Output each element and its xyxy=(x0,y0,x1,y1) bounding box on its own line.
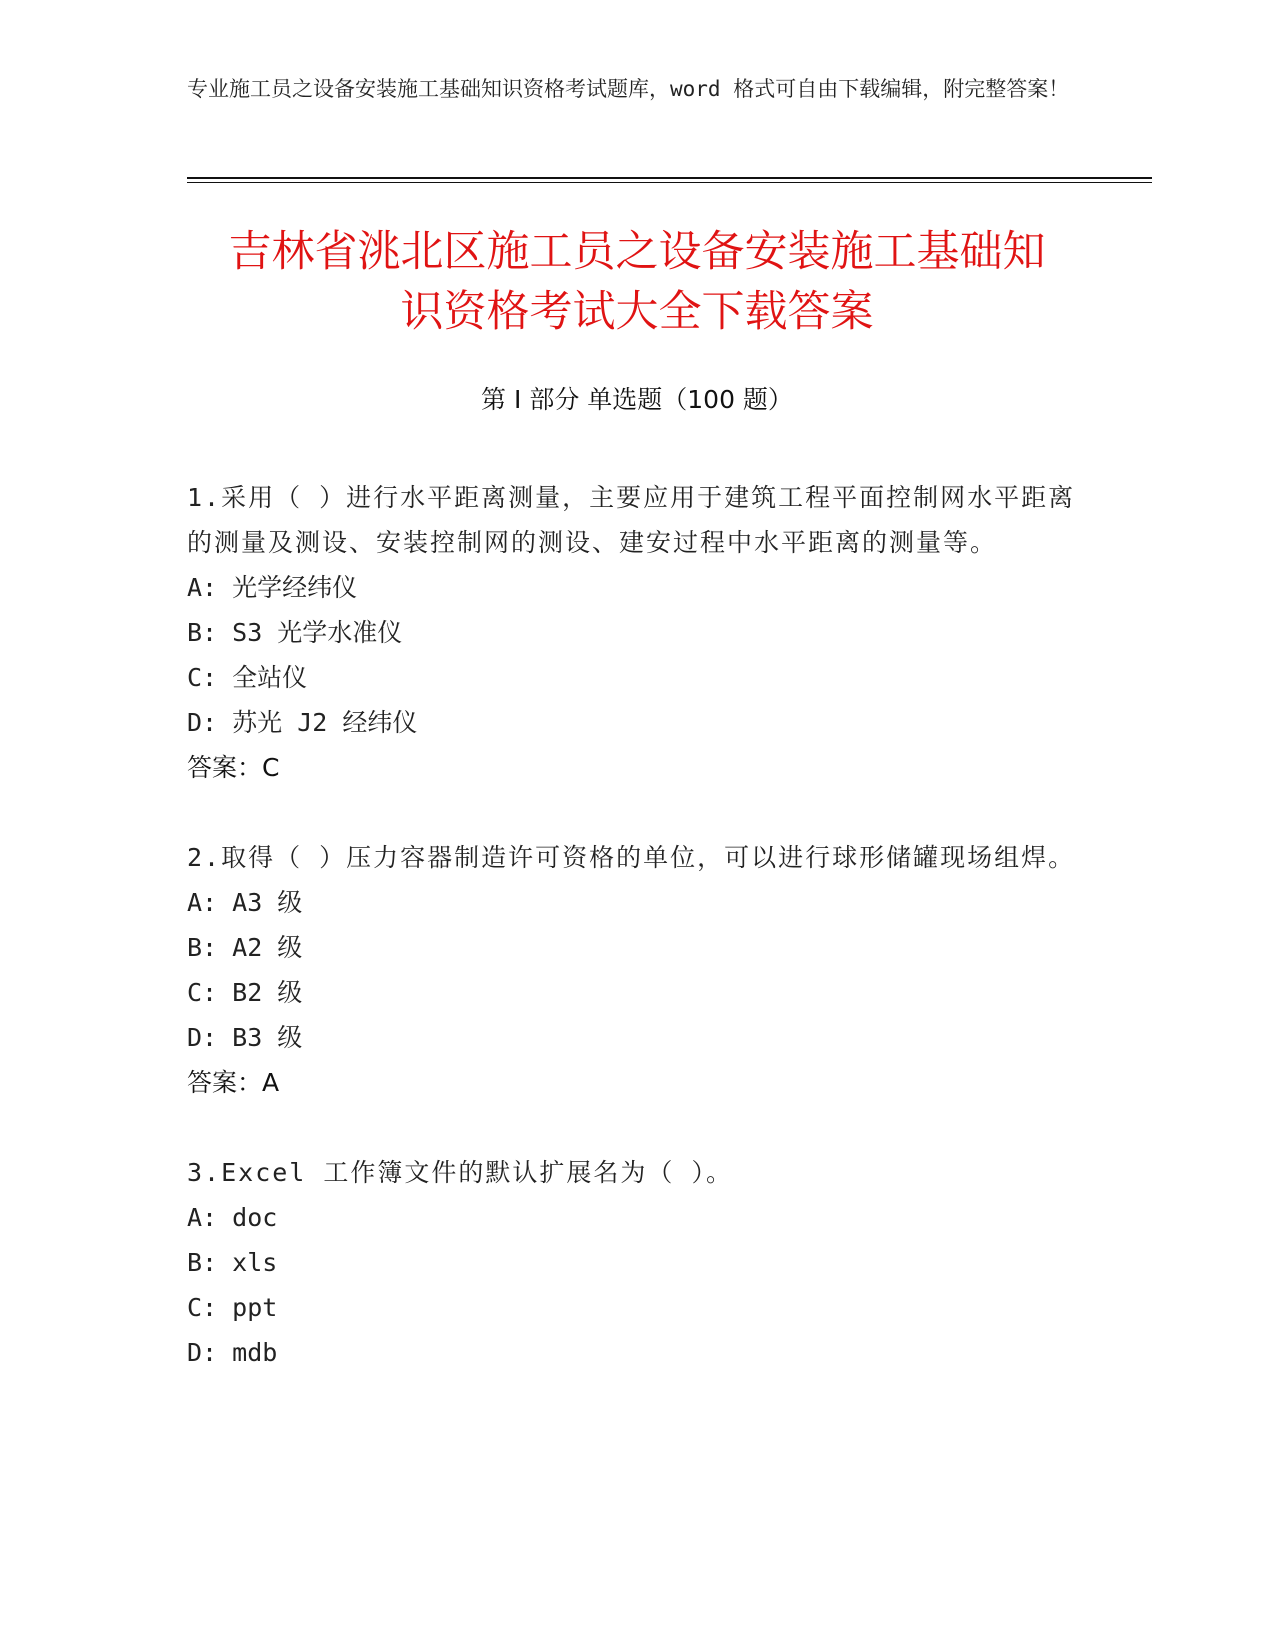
question-2 xyxy=(187,835,1077,1105)
option-d: D: mdb xyxy=(187,1338,278,1367)
question-spacer xyxy=(187,1105,1077,1150)
answer-line: 答案：C xyxy=(187,753,280,782)
option-a: A: 光学经纬仪 xyxy=(187,573,358,602)
question-stem: 2.取得（ ）压力容器制造许可资格的单位，可以进行球形储罐现场组焊。 xyxy=(187,843,1076,872)
question-list xyxy=(187,475,1077,1375)
option-d: D: B3 级 xyxy=(187,1023,303,1052)
option-b: B: S3 光学水准仪 xyxy=(187,618,403,647)
document-title xyxy=(187,222,1087,342)
option-c: C: ppt xyxy=(187,1293,278,1322)
answer-line: 答案：A xyxy=(187,1068,280,1097)
question-1 xyxy=(187,475,1077,790)
document-title-line-1: 吉林省洮北区施工员之设备安装施工基础知 xyxy=(228,227,1046,277)
header-note: 专业施工员之设备安装施工基础知识资格考试题库，word 格式可自由下载编辑，附完整答案！ xyxy=(187,77,1070,101)
header-divider-thin xyxy=(187,182,1152,183)
option-a: A: A3 级 xyxy=(187,888,303,917)
document-title-line-2: 识资格考试大全下载答案 xyxy=(400,287,874,337)
option-b: B: A2 级 xyxy=(187,933,303,962)
option-c: C: 全站仪 xyxy=(187,663,308,692)
option-c: C: B2 级 xyxy=(187,978,303,1007)
section-heading: 第 I 部分 单选题（100 题） xyxy=(481,385,793,414)
question-spacer xyxy=(187,790,1077,835)
question-stem: 3.Excel 工作簿文件的默认扩展名为（ ）。 xyxy=(187,1158,733,1187)
option-a: A: doc xyxy=(187,1203,278,1232)
question-stem: 1.采用（ ）进行水平距离测量，主要应用于建筑工程平面控制网水平距离的测量及测设、安装控制网的测设、建安过程中水平距离的测量等。 xyxy=(187,483,1076,557)
option-b: B: xls xyxy=(187,1248,278,1277)
option-d: D: 苏光 J2 经纬仪 xyxy=(187,708,418,737)
question-3 xyxy=(187,1150,1077,1375)
header-divider xyxy=(187,177,1152,179)
